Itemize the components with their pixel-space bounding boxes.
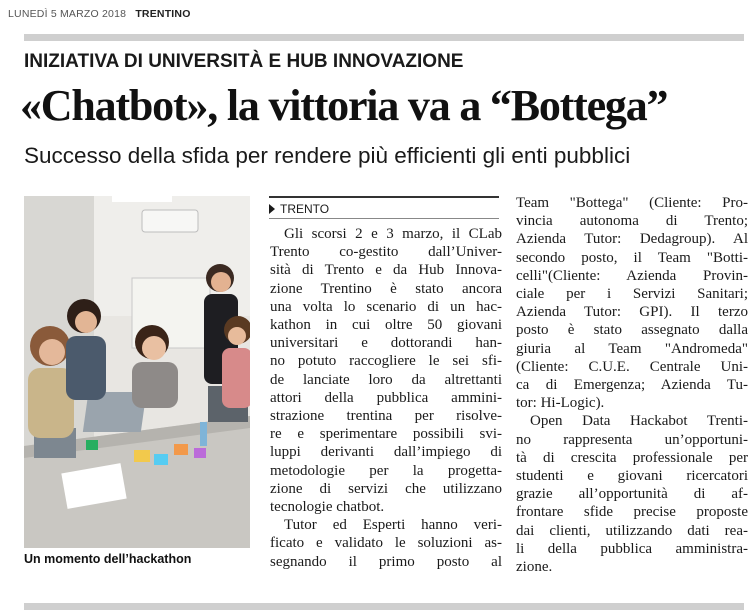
body-line: zione Trentino è stato ancora: [270, 280, 502, 297]
body-line: (Cliente: C.U.E. Centrale Uni-: [516, 358, 748, 375]
body-line: ficato e validato le soluzioni as-: [270, 535, 502, 552]
article-column-2: [516, 194, 748, 576]
body-line: studenti e giovani ricercatori: [516, 468, 748, 485]
body-line: strazione trentina per risolve-: [270, 408, 502, 425]
triangle-bullet-icon: [269, 204, 275, 214]
body-line: universitari e dottorandi han-: [270, 335, 502, 352]
article-column-1: [270, 225, 502, 571]
body-line: giuria al Team "Andromeda": [516, 340, 748, 357]
body-line: secondo posto, il Team "Botti-: [516, 249, 748, 266]
dateline-top-rule: [269, 196, 499, 198]
body-line: Gli scorsi 2 e 3 marzo, il CLab: [284, 226, 502, 242]
body-line: tà di crescita professionale per: [516, 449, 748, 466]
body-line: frontare sfide precise proposte: [516, 504, 748, 521]
body-line: ciale per i Servizi Sanitari;: [516, 286, 748, 303]
page-section: TRENTINO: [135, 8, 191, 20]
body-line: segnando il primo posto al: [270, 553, 502, 570]
body-line: luppi derivanti dall’impiego di: [270, 444, 502, 461]
body-line: sità di Trento e da Hub Innova-: [270, 262, 502, 279]
body-line: kathon in cui oltre 50 giovani: [270, 317, 502, 334]
article-kicker: INIZIATIVA DI UNIVERSITÀ E HUB INNOVAZIONE: [24, 51, 464, 72]
dateline-bottom-rule: [269, 218, 499, 219]
body-line: zione di servizi che utilizzano: [270, 480, 502, 497]
body-line: zione.: [516, 559, 553, 576]
body-line: metodologie per la progetta-: [270, 462, 502, 479]
body-line: li della pubblica amministra-: [516, 540, 748, 557]
bottom-divider-bar: [24, 603, 744, 610]
page-header: [8, 8, 191, 24]
article-headline: «Chatbot», la vittoria va a “Bottega”: [20, 81, 668, 130]
body-line: Azienda Tutor: Dedagroup). Al: [516, 231, 748, 248]
body-line: re e sperimentare possibili svi-: [270, 426, 502, 443]
body-line: no potuto raccogliere le sei sfi-: [270, 353, 502, 370]
body-line: dai clienti, utilizzando dati rea-: [516, 522, 748, 539]
body-line: una volta lo scenario di un hac-: [270, 298, 502, 315]
body-line: ca di Emergenza; Azienda Tu-: [516, 377, 748, 394]
body-line: tecnologie chatbot.: [270, 499, 385, 516]
dateline: [269, 201, 329, 217]
body-line: no rappresenta un’opportuni-: [516, 431, 748, 448]
photo-caption: Un momento dell’hackathon: [24, 552, 192, 566]
body-line: Team "Bottega" (Cliente: Pro-: [516, 195, 748, 211]
body-line: attori della pubblica ammini-: [270, 389, 502, 406]
dateline-city: TRENTO: [280, 202, 330, 216]
body-line: grazie all’opportunità di af-: [516, 486, 748, 503]
body-line: Tutor ed Esperti hanno veri-: [284, 517, 502, 534]
body-line: posto è stato assegnato dalla: [516, 322, 748, 339]
body-line: celli"(Cliente: Azienda Provin-: [516, 267, 748, 284]
top-divider-bar: [24, 34, 744, 41]
article-subtitle: Successo della sfida per rendere più efficienti gli enti pubblici: [24, 143, 631, 168]
body-line: vincia autonoma di Trento;: [516, 213, 748, 230]
body-line: de lanciate loro da altrettanti: [270, 371, 502, 388]
page-date: LUNEDÌ 5 MARZO 2018: [8, 8, 127, 20]
body-line: Trento co-gestito dall’Univer-: [270, 244, 502, 261]
body-line: Azienda Tutor: GPI). Il terzo: [516, 304, 748, 321]
body-line: Open Data Hackabot Trenti-: [530, 413, 748, 430]
body-line: tor: Hi-Logic).: [516, 395, 605, 412]
hackathon-photo: [24, 196, 250, 548]
